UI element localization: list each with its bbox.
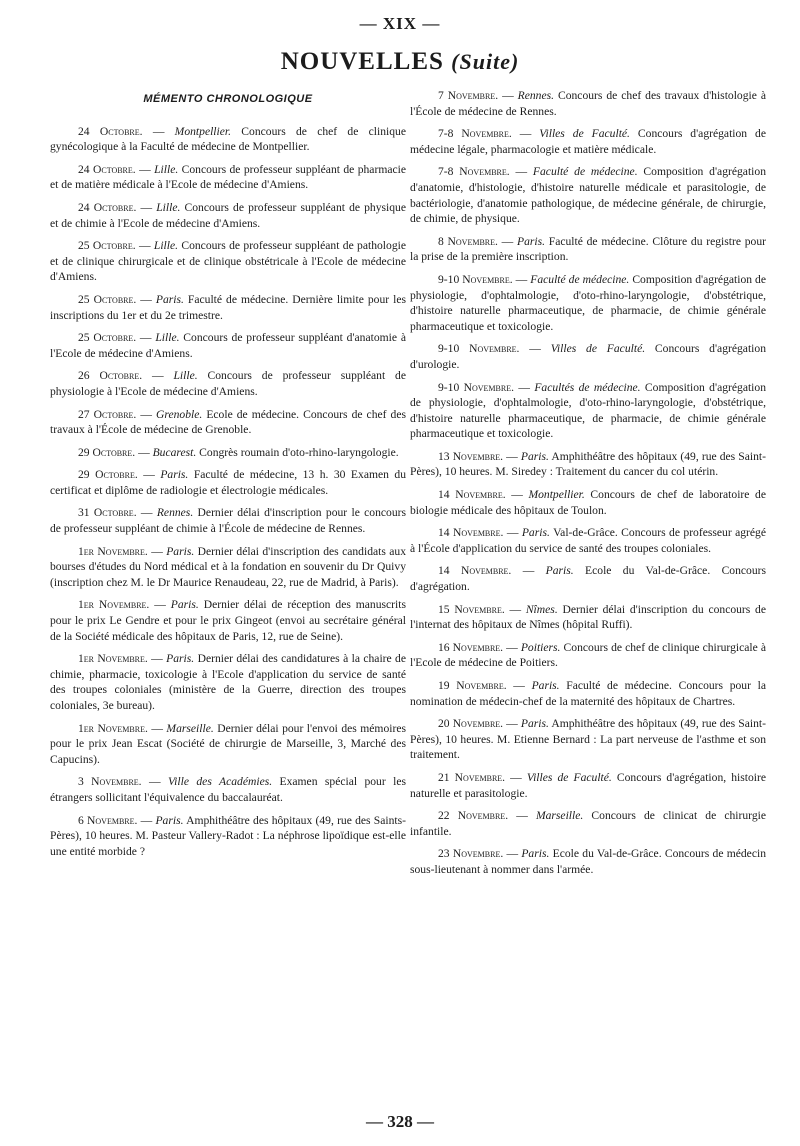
entry-text: Dernier délai pour l'envoi des mémoires pour le prix Jean Escat (Société de chirurgie de Marseille, 3, Marché des Capucins). [50, 721, 406, 766]
entry-separator: — [147, 544, 167, 558]
entry-text: Concours de clinicat de chirurgie infantile. [410, 809, 766, 838]
entry-text: Faculté de médecine. Clôture du registre pour la prise de la première inscription. [410, 234, 766, 264]
entry-date: 27 Octobre. [78, 407, 137, 421]
memento-entry [50, 162, 406, 193]
memento-entry [50, 597, 406, 644]
entry-separator: — [505, 770, 527, 784]
entry-place: Paris. [545, 564, 574, 578]
entry-place: Paris. [531, 679, 560, 692]
entry-separator: — [497, 234, 517, 248]
memento-entry [50, 368, 406, 399]
entry-date: 24 Octobre. [78, 162, 136, 176]
entry-date: 21 Novembre. [438, 770, 506, 784]
entry-place: Paris. [520, 717, 549, 731]
entry-text: Concours de professeur suppléant d'anatomie à l'Ecole de médecine d'Amiens. [50, 331, 406, 360]
entry-date: 3 Novembre. [78, 775, 142, 789]
entry-date: 16 Novembre. [438, 640, 504, 654]
entry-date: 25 Octobre. [78, 331, 137, 345]
entry-text: Concours de professeur suppléant de pharmacie et de matière médicale à l'Ecole de médecine d'Amiens. [50, 162, 406, 192]
entry-separator: — [136, 200, 157, 214]
entry-text: Congrès roumain d'oto-rhino-laryngologie. [196, 445, 399, 459]
entry-place: Montpellier. [528, 488, 585, 502]
entry-separator: — [147, 652, 167, 666]
memento-entry [410, 341, 766, 372]
entry-separator: — [135, 445, 153, 459]
memento-entry [410, 563, 766, 594]
entry-separator: — [512, 272, 531, 286]
memento-entry [410, 716, 766, 763]
memento-entry [50, 505, 406, 536]
entry-text: Faculté de médecine, 13 h. 30 Examen du certificat et diplôme de radiologie et électrologie médicales. [50, 468, 406, 497]
entry-text: Concours d'agrégation d'urologie. [410, 342, 766, 371]
entry-text: Concours de professeur suppléant de physique et de chimie à l'Ecole de médecine d'Amiens. [50, 200, 406, 230]
entry-text: Concours de professeur suppléant de physiologie à l'Ecole de médecine d'Amiens. [50, 369, 407, 398]
entry-text: Dernier délai d'inscription du concours de l'internat des hôpitaux de Nîmes (hôpital Ruffi). [410, 602, 766, 632]
entry-date: 1er Novembre. [78, 721, 148, 735]
title-suffix: (Suite) [451, 49, 520, 74]
entry-separator: — [506, 679, 532, 692]
entry-place: Paris. [517, 234, 546, 248]
entry-place: Paris. [170, 598, 199, 612]
entry-place: Paris. [155, 813, 184, 827]
entry-text: Examen spécial pour les étrangers sollicitant l'équivalence du baccalauréat. [50, 775, 406, 804]
entry-place: Faculté de médecine. [532, 165, 638, 179]
right-entries [410, 88, 766, 878]
entry-separator: — [135, 162, 155, 176]
entry-date: 20 Novembre. [438, 717, 504, 731]
memento-entry [410, 678, 766, 709]
entry-separator: — [136, 506, 157, 520]
memento-entry [410, 487, 766, 518]
entry-text: Ecole de médecine. Concours de chef des travaux à l'École de médecine de Grenoble. [50, 407, 407, 437]
memento-entry [50, 445, 406, 461]
entry-date: 14 Novembre. [438, 488, 506, 502]
entry-text: Composition d'agrégation d'anatomie, d'histologie, d'histoire naturelle médicale et parasitologie, de bactériologie, d'anatomie pathologique, de médecine générale, de chirurgie, de chimie, de physique. [410, 165, 766, 226]
memento-entry [50, 407, 406, 438]
entry-date: 9-10 Novembre. [438, 342, 520, 356]
memento-entry [50, 774, 406, 805]
entry-date: 25 Octobre. [78, 239, 136, 253]
memento-entry [50, 544, 406, 591]
entry-separator: — [509, 165, 533, 179]
memento-entry [50, 238, 406, 285]
entry-date: 23 Novembre. [438, 847, 504, 861]
entry-separator: — [136, 292, 156, 306]
entry-text: Dernier délai des candidatures à la chaire de chimie, pharmacie, toxicologie à l'Ecole d'application du service de santé des troupes coloniales (ministère de la Guerre, direction des troupes coloniales, 3e bureau). [50, 652, 406, 712]
entry-date: 24 Octobre. [78, 200, 137, 214]
entry-separator: — [498, 89, 518, 102]
entry-text: Concours de chef de clinique chirurgicale à l'Ecole de médecine de Poitiers. [410, 640, 766, 670]
memento-entry [50, 330, 406, 361]
memento-entry [410, 88, 766, 119]
entry-date: 22 Novembre. [438, 809, 509, 823]
memento-entry [50, 721, 406, 768]
entry-separator: — [137, 468, 161, 482]
section-heading: MÉMENTO CHRONOLOGIQUE [143, 93, 313, 105]
entry-date: 13 Novembre. [438, 449, 504, 463]
entry-separator: — [503, 449, 521, 463]
entry-place: Faculté de médecine. [530, 272, 630, 286]
entry-place: Facultés de médecine. [534, 380, 641, 394]
entry-separator: — [503, 526, 522, 540]
entry-place: Ville des Académies. [167, 775, 273, 789]
entry-separator: — [142, 124, 175, 138]
entry-date: 9-10 Novembre. [438, 272, 513, 286]
entry-place: Paris. [166, 652, 195, 666]
entry-place: Paris. [521, 847, 550, 861]
entry-place: Paris. [166, 544, 195, 558]
entry-separator: — [514, 380, 535, 394]
entry-place: Villes de Faculté. [550, 342, 646, 356]
entry-text: Composition d'agrégation de physiologie, d'ophtalmologie, d'oto-rhino-laryngologie, d'obstétrique, d'histoire naturelle pharmaceutique, de pharmacie, de chimie générale pharmaceutique et toxicologie. [410, 272, 766, 333]
memento-entry [410, 234, 766, 265]
entry-separator: — [503, 640, 521, 654]
memento-entry [410, 272, 766, 334]
right-column [410, 88, 766, 885]
entry-text: Dernier délai de réception des manuscrits pour le prix Le Gendre et pour le prix Gingeot (envoi au secrétaire général de la Société médicale des hôpitaux de Paris, 12, rue de Seine). [50, 598, 406, 643]
entry-text: Ecole du Val-de-Grâce. Concours d'agrégation. [410, 564, 767, 594]
entry-place: Paris. [521, 526, 550, 540]
entry-text: Faculté de médecine. Concours pour la nomination de médecin-chef de la maternité des hôpitaux de Chartres. [410, 679, 766, 708]
entry-place: Lille. [173, 369, 198, 383]
memento-entry [50, 124, 406, 155]
page-title [0, 48, 800, 76]
entry-date: 8 Novembre. [438, 234, 498, 248]
entry-text: Concours d'agrégation, histoire naturelle et parasitologie. [410, 770, 766, 800]
entry-date: 7-8 Novembre. [438, 165, 510, 179]
entry-text: Composition d'agrégation de physiologie, d'ophtalmologie, d'oto-rhino-laryngologie, d'obstétrique, d'histoire naturelle pharmaceutique, de pharmacie, de chimie générale pharmaceutique et toxicologie. [410, 380, 766, 441]
entry-separator: — [149, 598, 171, 612]
entry-text: Faculté de médecine. Dernière limite pour les inscriptions du 1er et du 2e trimestre. [50, 292, 406, 322]
entry-date: 6 Novembre. [78, 813, 138, 827]
entry-separator: — [142, 369, 174, 383]
entry-text: Concours de chef des travaux d'histologie à l'École de médecine de Rennes. [410, 89, 766, 118]
roman-page-number: — XIX — [359, 14, 441, 33]
entry-place: Lille. [156, 200, 181, 214]
entry-separator: — [136, 407, 157, 421]
memento-entry [410, 640, 766, 671]
entry-date: 31 Octobre. [78, 506, 137, 520]
memento-entry [410, 126, 766, 157]
entry-separator: — [504, 602, 526, 616]
memento-entry [410, 380, 766, 442]
memento-entry [410, 770, 766, 801]
entry-date: 1er Novembre. [78, 652, 148, 666]
left-entries [50, 124, 406, 860]
entry-date: 29 Octobre. [78, 445, 136, 459]
entry-separator: — [136, 331, 156, 345]
entry-place: Lille. [155, 331, 180, 345]
entry-text: Concours de chef de laboratoire de biologie médicale des hôpitaux de Toulon. [410, 488, 766, 517]
entry-date: 1er Novembre. [78, 598, 150, 612]
entry-separator: — [511, 127, 540, 141]
memento-entry [410, 525, 766, 556]
entry-date: 25 Octobre. [78, 292, 137, 306]
entry-text: Concours de chef de clinique gynécologique à la Faculté de médecine de Montpellier. [50, 124, 406, 154]
entry-text: Amphithéâtre des hôpitaux (49, rue des Saint-Pères), 10 heures. M. Etienne Bernard : La part nerveuse de l'asthme et son traitement. [410, 717, 766, 762]
entry-date: 29 Octobre. [78, 468, 138, 482]
memento-entry [410, 602, 766, 633]
entry-text: Ecole du Val-de-Grâce. Concours de médecin sous-lieutenant à nommer dans l'armée. [410, 847, 766, 876]
memento-entry [410, 449, 766, 480]
entry-place: Rennes. [156, 506, 194, 520]
entry-separator: — [511, 564, 546, 578]
memento-entry [50, 292, 406, 323]
entry-place: Poitiers. [520, 640, 561, 654]
entry-place: Villes de Faculté. [526, 770, 612, 784]
memento-entry [410, 808, 766, 839]
entry-date: 9-10 Novembre. [438, 380, 514, 394]
entry-place: Grenoble. [156, 407, 203, 421]
entry-text: Amphithéâtre des hôpitaux (49, rue des Saint-Pères), 10 heures. M. Siredey : Traitement du cancer du col utérin. [410, 449, 766, 479]
entry-text: Val-de-Grâce. Concours de professeur agrégé à l'École d'application du service de santé des troupes coloniales. [410, 526, 766, 555]
entry-place: Lille. [154, 162, 179, 176]
page-number: — 328 — [366, 1112, 434, 1131]
entry-date: 14 Novembre. [438, 564, 512, 578]
entry-place: Nîmes. [525, 602, 558, 616]
entry-text: Dernier délai d'inscription des candidats aux bourses d'études du Nord médical et à la fondation en souvenir du Dr Quivy (inscription chez M. le Dr Maurice Renaudeau, 22, rue de Madrid, à Paris). [50, 544, 407, 589]
memento-entry [50, 200, 406, 231]
entry-place: Villes de Faculté. [539, 127, 630, 141]
entry-date: 19 Novembre. [438, 679, 507, 692]
entry-text: Dernier délai d'inscription pour le concours de professeur suppléant de chimie à l'École de médecine de Rennes. [50, 506, 407, 536]
entry-place: Montpellier. [174, 124, 232, 138]
entry-separator: — [141, 775, 168, 789]
entry-separator: — [137, 813, 156, 827]
entry-text: Concours d'agrégation de médecine légale, pharmacologie et matière médicale. [410, 127, 766, 156]
entry-place: Rennes. [517, 89, 555, 102]
memento-entry [410, 846, 766, 877]
left-column [50, 88, 406, 866]
entry-place: Paris. [160, 468, 189, 482]
entry-separator: — [519, 342, 551, 356]
entry-place: Bucarest. [152, 445, 197, 459]
memento-entry [50, 651, 406, 713]
entry-place: Paris. [520, 449, 549, 463]
entry-date: 26 Octobre. [78, 369, 143, 383]
memento-entry [50, 813, 406, 860]
memento-entry [410, 164, 766, 226]
entry-date: 24 Octobre. [78, 124, 143, 138]
entry-place: Marseille. [166, 721, 214, 735]
entry-separator: — [508, 809, 536, 823]
entry-place: Paris. [155, 292, 184, 306]
entry-date: 15 Novembre. [438, 602, 505, 616]
entry-date: 14 Novembre. [438, 526, 504, 540]
entry-date: 7 Novembre. [438, 89, 499, 102]
entry-date: 7-8 Novembre. [438, 127, 512, 141]
entry-place: Lille. [153, 239, 179, 253]
title-main: NOUVELLES [280, 48, 444, 75]
entry-separator: — [503, 717, 521, 731]
entry-separator: — [505, 488, 529, 502]
entry-text: Concours de professeur suppléant de pathologie et de clinique chirurgicale et de clinique obstétricale à l'Ecole de médecine d'Amiens. [50, 239, 406, 284]
memento-entry [50, 467, 406, 498]
entry-text: Amphithéâtre des hôpitaux (49, rue des Saints-Pères), 10 heures. M. Pasteur Vallery-Radot : La néphrose lipoïdique est-elle une entité morbide ? [50, 813, 406, 858]
entry-separator: — [135, 239, 154, 253]
entry-place: Marseille. [535, 809, 584, 823]
entry-date: 1er Novembre. [78, 544, 148, 558]
entry-separator: — [147, 721, 167, 735]
entry-separator: — [503, 847, 522, 861]
